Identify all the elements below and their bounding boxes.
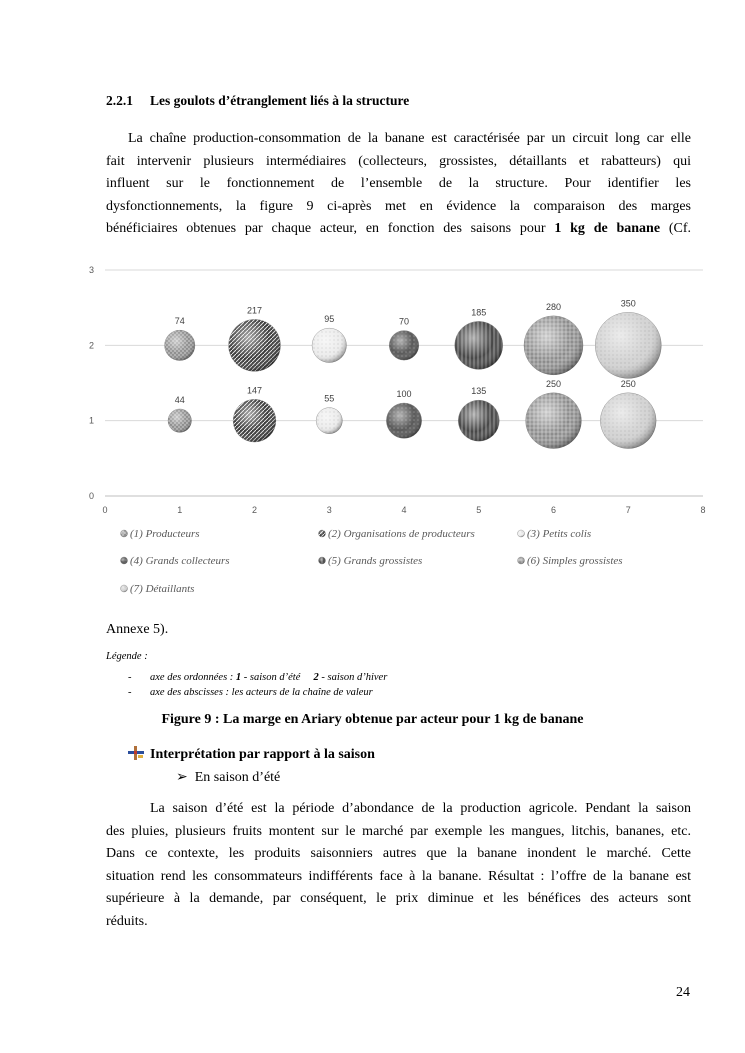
legende-item xyxy=(128,685,387,700)
text-run: axe des abscisses : les acteurs de la chaîne de valeur xyxy=(150,687,373,698)
chart-grid xyxy=(105,270,703,496)
legend-item xyxy=(319,555,423,567)
data-label: 44 xyxy=(174,394,185,405)
legend-item xyxy=(121,528,200,540)
data-label: 147 xyxy=(246,385,263,396)
bubble-shading xyxy=(229,319,281,371)
legend-swatch-shading xyxy=(121,557,128,564)
x-tick-label: 3 xyxy=(326,505,332,515)
text-run: (Cf. xyxy=(660,221,692,236)
data-label: 250 xyxy=(620,378,636,389)
legend-item xyxy=(319,528,475,540)
intro-paragraph xyxy=(106,128,691,241)
x-tick-label: 0 xyxy=(102,505,108,515)
paragraph-line: La chaîne production-consommation de la banane est caractérisée par un circuit long car elle xyxy=(128,131,691,146)
data-label: 217 xyxy=(246,305,263,316)
legend-item xyxy=(121,555,230,567)
legend-label: (6) Simples grossistes xyxy=(527,555,623,567)
bubble-shading xyxy=(168,409,191,432)
text-run: - saison d’hiver xyxy=(318,672,388,683)
bubble-shading xyxy=(233,399,276,442)
interpretation-heading xyxy=(128,746,375,763)
summer-paragraph xyxy=(106,798,691,933)
bold-run: 2 xyxy=(313,672,319,683)
page-number: 24 xyxy=(676,985,690,1000)
bubble-shading xyxy=(386,403,421,438)
legend-swatch-shading xyxy=(121,585,128,592)
paragraph-line: influent sur le fonctionnement de l’ensemble de la structure. Pour identifier les xyxy=(106,176,691,191)
section-number: 2.2.1 xyxy=(106,93,133,108)
legend-swatch-shading xyxy=(319,557,326,564)
sub-bullet xyxy=(176,769,280,786)
bubble-shading xyxy=(524,316,583,375)
cross-bullet-icon xyxy=(128,746,144,760)
bubble-shading xyxy=(595,312,661,378)
x-tick-label: 7 xyxy=(625,505,631,515)
x-tick-label: 4 xyxy=(401,505,407,515)
data-label: 280 xyxy=(545,301,562,312)
arrow-bullet-icon: ➢ xyxy=(176,770,188,785)
legend-label: (2) Organisations de producteurs xyxy=(328,528,475,540)
legend-item xyxy=(121,583,195,595)
data-label: 135 xyxy=(471,386,487,397)
annexe-text: Annexe 5). xyxy=(106,622,169,637)
list-dash: - xyxy=(128,687,132,698)
legend-label: (1) Producteurs xyxy=(130,528,200,540)
x-tick-label: 6 xyxy=(550,505,557,515)
legend-label: (3) Petits colis xyxy=(527,528,592,540)
paragraph-line: Dans ce contexte, les produits saisonniers autres que la banane inondent le marché. Cette xyxy=(106,846,691,861)
legend-swatch-shading xyxy=(319,530,326,537)
interpretation-title: Interprétation par rapport à la saison xyxy=(150,747,375,762)
paragraph-line: fait intervenir plusieurs intermédiaires (collecteurs, grossistes, détaillants et rabatteurs) qui xyxy=(106,153,691,169)
bubble-chart xyxy=(80,258,720,608)
paragraph-line: réduits. xyxy=(106,913,148,929)
data-label: 74 xyxy=(174,316,185,327)
legend-swatch-shading xyxy=(121,530,128,537)
paragraph-line: La saison d’été est la période d’abondance de la production agricole. Pendant la saison xyxy=(150,801,691,816)
y-tick-label: 1 xyxy=(88,415,94,426)
bubble-shading xyxy=(316,408,342,434)
y-tick-label: 2 xyxy=(88,340,94,351)
y-tick-label: 3 xyxy=(88,265,94,275)
bold-run: 1 kg de banane xyxy=(554,221,661,236)
legende-list xyxy=(128,670,387,700)
data-label: 70 xyxy=(398,316,410,327)
bubble-shading xyxy=(458,400,499,441)
figure-caption: Figure 9 : La marge en Ariary obtenue par acteur pour 1 kg de banane xyxy=(161,712,584,727)
legend-item xyxy=(518,555,623,567)
x-tick-label: 8 xyxy=(700,505,706,515)
text-run: axe des ordonnées : xyxy=(150,672,236,683)
chart-legend xyxy=(121,528,623,595)
list-dash: - xyxy=(128,672,132,683)
legend-item xyxy=(518,528,592,540)
data-label: 350 xyxy=(620,298,636,309)
data-label: 185 xyxy=(471,307,487,318)
data-label: 250 xyxy=(545,378,562,389)
data-label: 95 xyxy=(324,314,335,325)
sub-bullet-text: En saison d’été xyxy=(194,770,281,785)
paragraph-line: dysfonctionnements, la figure 9 ci-après met en évidence la comparaison des marges xyxy=(106,198,691,214)
x-tick-label: 1 xyxy=(177,505,183,515)
bold-run: 1 xyxy=(235,672,242,683)
paragraph-line: des pluies, plusieurs fruits montent sur le marché par exemple les mangues, litchis, bananes, etc. xyxy=(106,823,691,839)
legend-label: (7) Détaillants xyxy=(130,583,195,595)
legend-label: (5) Grands grossistes xyxy=(328,555,423,567)
legende-item xyxy=(128,670,387,685)
x-tick-label: 2 xyxy=(251,505,258,515)
x-tick-label: 5 xyxy=(476,505,482,515)
chart-bubbles xyxy=(165,312,662,448)
section-title: Les goulots d’étranglement liés à la structure xyxy=(150,93,410,108)
paragraph-line: situation rend les consommateurs indifférents face à la banane. Résultat : l’offre de la banane est xyxy=(106,868,691,884)
bubble-shading xyxy=(526,393,582,449)
bubble-shading xyxy=(312,328,346,362)
bubble-shading xyxy=(600,393,656,449)
data-label: 55 xyxy=(324,393,335,404)
text-run: bénéficiaires obtenues par chaque acteur, en fonction des saisons pour xyxy=(106,221,555,236)
bubble-shading xyxy=(389,331,419,361)
paragraph-line-last xyxy=(106,218,691,241)
y-tick-label: 0 xyxy=(88,491,94,501)
paragraph-line: supérieure à la demande, par conséquent, le prix diminue et les bénéfices des acteurs sont xyxy=(106,891,691,906)
legend-label: (4) Grands collecteurs xyxy=(130,555,230,567)
bubble-shading xyxy=(455,321,503,369)
data-label: 100 xyxy=(396,389,412,400)
legend-swatch-shading xyxy=(518,530,525,537)
section-heading xyxy=(106,93,409,109)
legend-swatch-shading xyxy=(518,557,525,564)
text-run: - saison d’été xyxy=(241,672,301,683)
legende-title: Légende : xyxy=(106,651,148,662)
bubble-shading xyxy=(165,330,195,360)
